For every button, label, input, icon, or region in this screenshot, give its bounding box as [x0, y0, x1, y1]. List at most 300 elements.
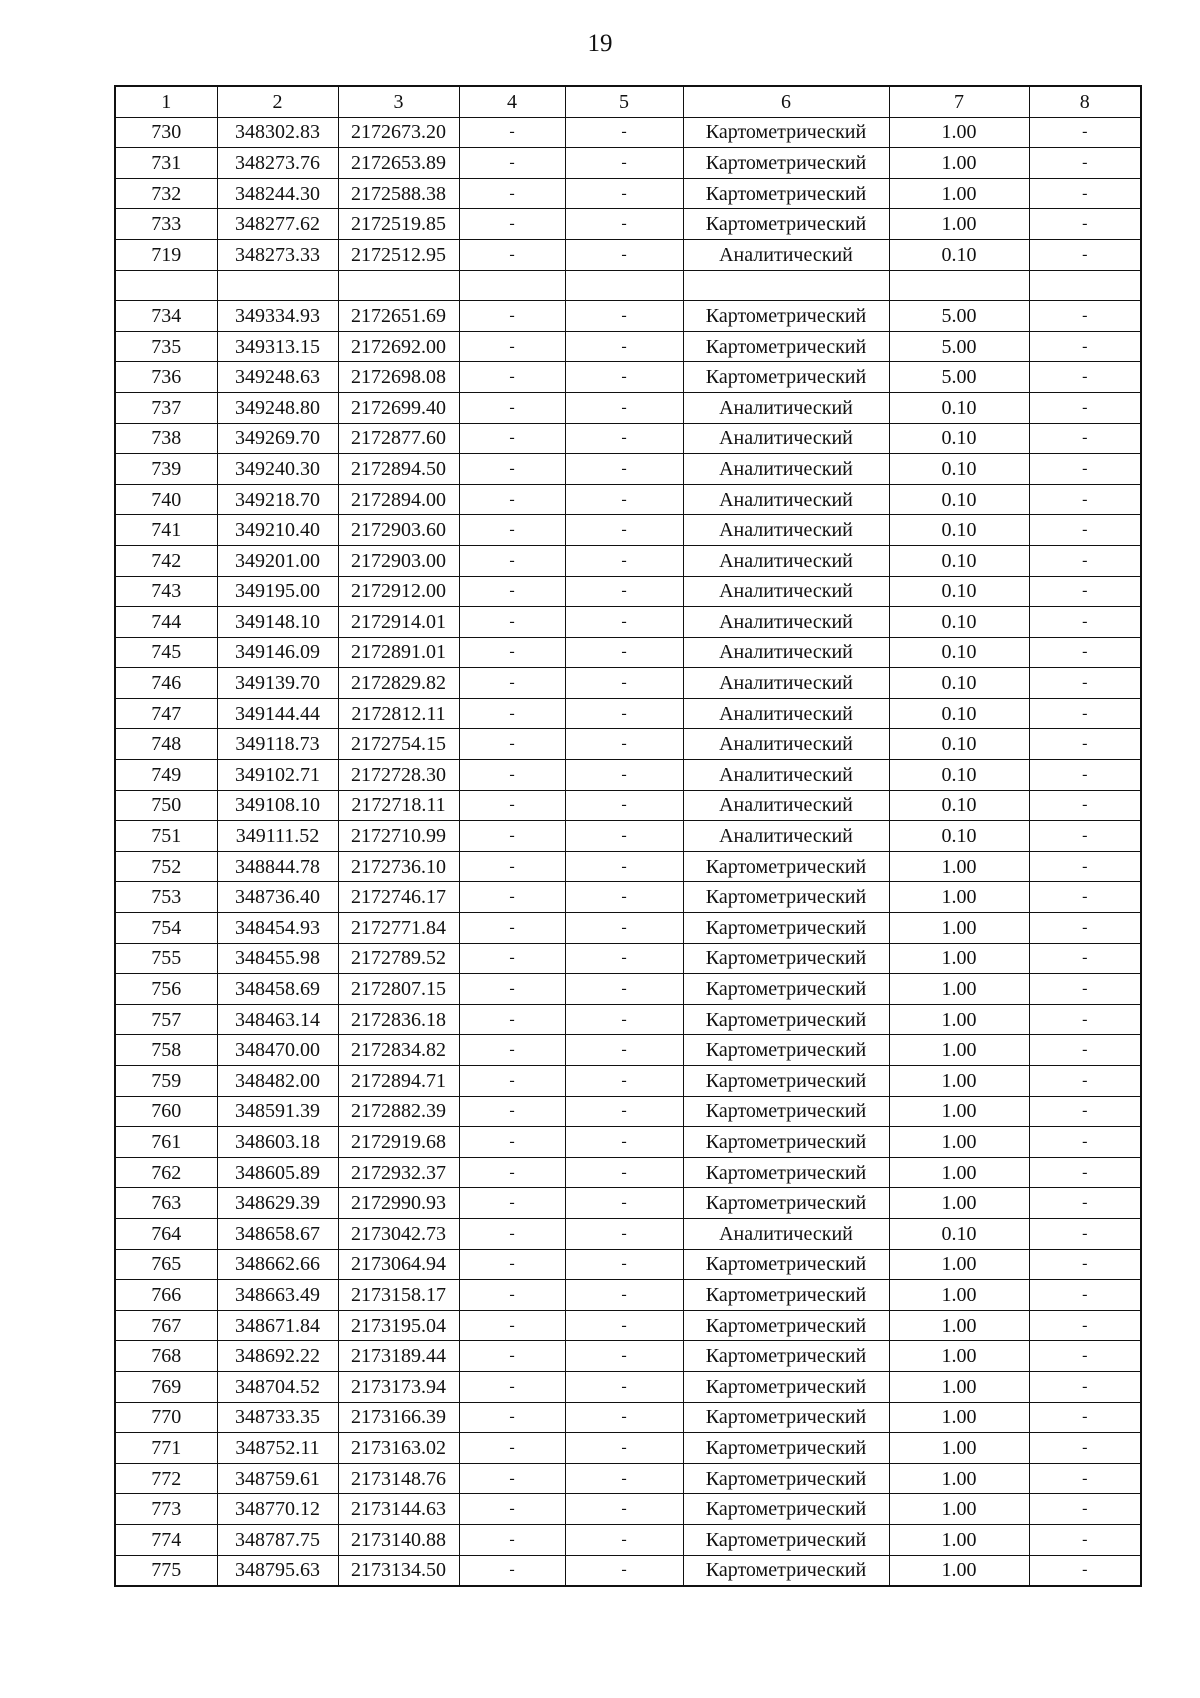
table-row — [115, 270, 1141, 301]
cell-accuracy: 0.10 — [889, 239, 1029, 270]
cell-accuracy: 5.00 — [889, 331, 1029, 362]
cell-col-8: - — [1029, 545, 1141, 576]
cell-method: Аналитический — [683, 484, 889, 515]
cell-col-4: - — [459, 1004, 565, 1035]
cell-method: Аналитический — [683, 545, 889, 576]
cell-accuracy: 1.00 — [889, 117, 1029, 148]
cell-accuracy: 0.10 — [889, 637, 1029, 668]
cell-method — [683, 270, 889, 301]
cell-method: Картометрический — [683, 1310, 889, 1341]
cell-col-8: - — [1029, 729, 1141, 760]
cell-coord-x: 349248.63 — [217, 362, 338, 393]
cell-col-8: - — [1029, 821, 1141, 852]
table-row — [115, 331, 1141, 362]
cell-accuracy: 1.00 — [889, 913, 1029, 944]
cell-col-4: - — [459, 545, 565, 576]
table-row — [115, 484, 1141, 515]
cell-col-8: - — [1029, 913, 1141, 944]
cell-coord-x: 348770.12 — [217, 1494, 338, 1525]
table-row — [115, 790, 1141, 821]
cell-coord-x: 348733.35 — [217, 1402, 338, 1433]
header-row — [115, 86, 1141, 117]
cell-col-5: - — [565, 1249, 683, 1280]
cell-coord-y: 2172746.17 — [338, 882, 459, 913]
cell-col-5: - — [565, 1402, 683, 1433]
cell-col-4: - — [459, 1402, 565, 1433]
cell-col-5: - — [565, 1218, 683, 1249]
cell-accuracy: 0.10 — [889, 790, 1029, 821]
cell-col-4: - — [459, 668, 565, 699]
cell-coord-x: 348458.69 — [217, 974, 338, 1005]
cell-coord-y: 2172894.00 — [338, 484, 459, 515]
cell-point-number: 753 — [115, 882, 217, 913]
table-row — [115, 1310, 1141, 1341]
cell-col-5: - — [565, 913, 683, 944]
cell-coord-y: 2172894.50 — [338, 454, 459, 485]
cell-coord-y: 2172771.84 — [338, 913, 459, 944]
cell-coord-x: 349118.73 — [217, 729, 338, 760]
cell-point-number: 741 — [115, 515, 217, 546]
table-row — [115, 974, 1141, 1005]
cell-coord-y: 2172829.82 — [338, 668, 459, 699]
cell-method: Аналитический — [683, 729, 889, 760]
table-row — [115, 423, 1141, 454]
cell-col-4: - — [459, 1433, 565, 1464]
cell-coord-x: 348671.84 — [217, 1310, 338, 1341]
cell-point-number: 749 — [115, 760, 217, 791]
cell-col-4: - — [459, 576, 565, 607]
cell-accuracy: 1.00 — [889, 1524, 1029, 1555]
cell-col-8: - — [1029, 1035, 1141, 1066]
table-row — [115, 1524, 1141, 1555]
cell-point-number: 750 — [115, 790, 217, 821]
cell-accuracy: 1.00 — [889, 1433, 1029, 1464]
table-row — [115, 1371, 1141, 1402]
cell-accuracy: 1.00 — [889, 178, 1029, 209]
cell-point-number: 774 — [115, 1524, 217, 1555]
cell-point-number: 756 — [115, 974, 217, 1005]
header-cell: 4 — [459, 86, 565, 117]
cell-coord-y: 2172519.85 — [338, 209, 459, 240]
cell-col-5: - — [565, 943, 683, 974]
cell-col-8: - — [1029, 1188, 1141, 1219]
cell-col-8: - — [1029, 576, 1141, 607]
cell-coord-x: 348302.83 — [217, 117, 338, 148]
table-row — [115, 1494, 1141, 1525]
cell-col-4: - — [459, 1096, 565, 1127]
cell-coord-y: 2173158.17 — [338, 1280, 459, 1311]
table-row — [115, 1004, 1141, 1035]
cell-method: Аналитический — [683, 1218, 889, 1249]
table-row — [115, 698, 1141, 729]
cell-coord-x: 348704.52 — [217, 1371, 338, 1402]
cell-method: Картометрический — [683, 1157, 889, 1188]
cell-point-number: 732 — [115, 178, 217, 209]
cell-col-5: - — [565, 1096, 683, 1127]
cell-col-8: - — [1029, 454, 1141, 485]
cell-method: Картометрический — [683, 117, 889, 148]
cell-col-8: - — [1029, 1066, 1141, 1097]
cell-point-number: 775 — [115, 1555, 217, 1586]
cell-col-8: - — [1029, 423, 1141, 454]
cell-coord-y: 2172912.00 — [338, 576, 459, 607]
cell-point-number: 762 — [115, 1157, 217, 1188]
cell-point-number: 758 — [115, 1035, 217, 1066]
cell-col-8: - — [1029, 607, 1141, 638]
cell-coord-y: 2172932.37 — [338, 1157, 459, 1188]
cell-col-8: - — [1029, 392, 1141, 423]
cell-col-5: - — [565, 1371, 683, 1402]
table-row — [115, 943, 1141, 974]
cell-col-8 — [1029, 270, 1141, 301]
table-row — [115, 668, 1141, 699]
cell-col-4: - — [459, 882, 565, 913]
cell-point-number: 743 — [115, 576, 217, 607]
cell-col-4: - — [459, 331, 565, 362]
cell-method: Картометрический — [683, 1004, 889, 1035]
cell-col-8: - — [1029, 1127, 1141, 1158]
cell-col-8: - — [1029, 117, 1141, 148]
table-row — [115, 178, 1141, 209]
cell-col-4: - — [459, 148, 565, 179]
cell-coord-x: 349240.30 — [217, 454, 338, 485]
cell-coord-y: 2172789.52 — [338, 943, 459, 974]
cell-col-5: - — [565, 882, 683, 913]
cell-col-8: - — [1029, 943, 1141, 974]
cell-coord-y: 2172990.93 — [338, 1188, 459, 1219]
table-row — [115, 301, 1141, 332]
cell-col-8: - — [1029, 1433, 1141, 1464]
cell-point-number: 735 — [115, 331, 217, 362]
cell-col-8: - — [1029, 1280, 1141, 1311]
page-number: 19 — [587, 30, 613, 57]
cell-col-4: - — [459, 454, 565, 485]
cell-coord-x: 348663.49 — [217, 1280, 338, 1311]
cell-coord-x: 348244.30 — [217, 178, 338, 209]
cell-method: Аналитический — [683, 515, 889, 546]
cell-coord-y: 2172698.08 — [338, 362, 459, 393]
cell-col-5: - — [565, 607, 683, 638]
cell-col-5: - — [565, 1524, 683, 1555]
cell-coord-x: 349334.93 — [217, 301, 338, 332]
table-row — [115, 637, 1141, 668]
cell-col-8: - — [1029, 1310, 1141, 1341]
cell-method: Аналитический — [683, 760, 889, 791]
cell-col-4: - — [459, 760, 565, 791]
cell-point-number: 748 — [115, 729, 217, 760]
cell-col-4: - — [459, 423, 565, 454]
cell-col-5: - — [565, 637, 683, 668]
cell-accuracy: 1.00 — [889, 1249, 1029, 1280]
cell-method: Аналитический — [683, 698, 889, 729]
cell-col-4: - — [459, 607, 565, 638]
cell-coord-y: 2172891.01 — [338, 637, 459, 668]
cell-point-number: 768 — [115, 1341, 217, 1372]
cell-coord-y: 2173173.94 — [338, 1371, 459, 1402]
cell-col-4: - — [459, 1066, 565, 1097]
cell-col-8: - — [1029, 1004, 1141, 1035]
cell-coord-x: 348736.40 — [217, 882, 338, 913]
cell-col-4: - — [459, 698, 565, 729]
cell-col-5: - — [565, 790, 683, 821]
cell-col-4: - — [459, 1188, 565, 1219]
cell-method: Аналитический — [683, 668, 889, 699]
cell-point-number: 770 — [115, 1402, 217, 1433]
cell-accuracy: 1.00 — [889, 974, 1029, 1005]
cell-coord-x: 348277.62 — [217, 209, 338, 240]
cell-col-4: - — [459, 1249, 565, 1280]
cell-coord-x: 348658.67 — [217, 1218, 338, 1249]
cell-col-4: - — [459, 362, 565, 393]
cell-point-number: 755 — [115, 943, 217, 974]
cell-accuracy: 1.00 — [889, 1555, 1029, 1586]
header-cell: 8 — [1029, 86, 1141, 117]
cell-coord-x: 349102.71 — [217, 760, 338, 791]
table-row — [115, 1463, 1141, 1494]
cell-col-8: - — [1029, 760, 1141, 791]
cell-point-number: 764 — [115, 1218, 217, 1249]
table-row — [115, 1280, 1141, 1311]
table-row — [115, 148, 1141, 179]
cell-col-5: - — [565, 239, 683, 270]
cell-col-8: - — [1029, 515, 1141, 546]
table-row — [115, 1188, 1141, 1219]
cell-col-4: - — [459, 1463, 565, 1494]
cell-col-8: - — [1029, 1463, 1141, 1494]
cell-coord-y: 2172919.68 — [338, 1127, 459, 1158]
cell-col-8: - — [1029, 239, 1141, 270]
cell-coord-y: 2173064.94 — [338, 1249, 459, 1280]
cell-coord-x: 349201.00 — [217, 545, 338, 576]
cell-point-number: 719 — [115, 239, 217, 270]
cell-coord-x: 348629.39 — [217, 1188, 338, 1219]
cell-method: Картометрический — [683, 1463, 889, 1494]
cell-col-8: - — [1029, 1494, 1141, 1525]
cell-accuracy: 0.10 — [889, 576, 1029, 607]
cell-col-4: - — [459, 301, 565, 332]
cell-coord-x: 348795.63 — [217, 1555, 338, 1586]
cell-point-number: 734 — [115, 301, 217, 332]
cell-point-number: 767 — [115, 1310, 217, 1341]
table-row — [115, 1127, 1141, 1158]
cell-coord-y: 2172754.15 — [338, 729, 459, 760]
cell-method: Картометрический — [683, 1494, 889, 1525]
table-row — [115, 362, 1141, 393]
cell-coord-x: 349108.10 — [217, 790, 338, 821]
cell-coord-x: 348482.00 — [217, 1066, 338, 1097]
cell-coord-x: 348273.33 — [217, 239, 338, 270]
table-header — [115, 86, 1141, 117]
cell-accuracy: 1.00 — [889, 1096, 1029, 1127]
cell-col-5: - — [565, 1341, 683, 1372]
cell-method: Аналитический — [683, 392, 889, 423]
cell-col-4: - — [459, 1310, 565, 1341]
cell-method: Картометрический — [683, 301, 889, 332]
header-cell: 5 — [565, 86, 683, 117]
cell-coord-x: 349111.52 — [217, 821, 338, 852]
table-body — [115, 117, 1141, 1586]
header-cell: 3 — [338, 86, 459, 117]
cell-coord-y: 2172807.15 — [338, 974, 459, 1005]
cell-col-5: - — [565, 974, 683, 1005]
cell-coord-y: 2172651.69 — [338, 301, 459, 332]
cell-coord-x: 348662.66 — [217, 1249, 338, 1280]
cell-coord-x: 348273.76 — [217, 148, 338, 179]
cell-method: Картометрический — [683, 913, 889, 944]
cell-col-5: - — [565, 301, 683, 332]
cell-col-8: - — [1029, 668, 1141, 699]
cell-coord-x: 348759.61 — [217, 1463, 338, 1494]
cell-col-8: - — [1029, 178, 1141, 209]
cell-col-4: - — [459, 943, 565, 974]
cell-point-number: 752 — [115, 851, 217, 882]
cell-col-5: - — [565, 1157, 683, 1188]
cell-coord-y: 2173195.04 — [338, 1310, 459, 1341]
table-row — [115, 1066, 1141, 1097]
cell-col-5: - — [565, 515, 683, 546]
cell-point-number: 730 — [115, 117, 217, 148]
cell-method: Картометрический — [683, 1066, 889, 1097]
cell-method: Картометрический — [683, 1341, 889, 1372]
cell-coord-y: 2172512.95 — [338, 239, 459, 270]
cell-coord-x: 349148.10 — [217, 607, 338, 638]
cell-accuracy: 0.10 — [889, 515, 1029, 546]
cell-accuracy: 5.00 — [889, 301, 1029, 332]
cell-coord-x: 349210.40 — [217, 515, 338, 546]
cell-coord-y: 2172914.01 — [338, 607, 459, 638]
cell-coord-y: 2173163.02 — [338, 1433, 459, 1464]
table-row — [115, 545, 1141, 576]
cell-col-5 — [565, 270, 683, 301]
header-cell: 6 — [683, 86, 889, 117]
cell-col-5: - — [565, 1004, 683, 1035]
cell-col-8: - — [1029, 484, 1141, 515]
cell-point-number: 736 — [115, 362, 217, 393]
cell-col-8: - — [1029, 1402, 1141, 1433]
cell-method: Картометрический — [683, 1096, 889, 1127]
cell-accuracy: 0.10 — [889, 423, 1029, 454]
cell-col-8: - — [1029, 637, 1141, 668]
cell-coord-x: 349146.09 — [217, 637, 338, 668]
cell-col-5: - — [565, 729, 683, 760]
cell-point-number: 733 — [115, 209, 217, 240]
cell-col-5: - — [565, 1555, 683, 1586]
cell-point-number: 766 — [115, 1280, 217, 1311]
cell-coord-x: 349248.80 — [217, 392, 338, 423]
table-row — [115, 729, 1141, 760]
cell-accuracy: 1.00 — [889, 148, 1029, 179]
cell-accuracy: 1.00 — [889, 1280, 1029, 1311]
cell-col-5: - — [565, 1494, 683, 1525]
table-row — [115, 1555, 1141, 1586]
table-row — [115, 1035, 1141, 1066]
cell-accuracy: 0.10 — [889, 1218, 1029, 1249]
cell-col-5: - — [565, 1310, 683, 1341]
cell-coord-x: 349139.70 — [217, 668, 338, 699]
cell-col-8: - — [1029, 1157, 1141, 1188]
cell-col-4: - — [459, 974, 565, 1005]
cell-col-5: - — [565, 1188, 683, 1219]
cell-col-5: - — [565, 1463, 683, 1494]
cell-col-4: - — [459, 821, 565, 852]
cell-col-5: - — [565, 454, 683, 485]
cell-point-number: 763 — [115, 1188, 217, 1219]
table-row — [115, 1341, 1141, 1372]
cell-accuracy: 1.00 — [889, 1004, 1029, 1035]
cell-accuracy: 0.10 — [889, 698, 1029, 729]
cell-col-5: - — [565, 545, 683, 576]
cell-coord-x: 348603.18 — [217, 1127, 338, 1158]
cell-col-4: - — [459, 1127, 565, 1158]
cell-coord-x: 348752.11 — [217, 1433, 338, 1464]
cell-accuracy: 0.10 — [889, 668, 1029, 699]
cell-coord-x: 348692.22 — [217, 1341, 338, 1372]
cell-coord-x: 348605.89 — [217, 1157, 338, 1188]
cell-coord-y: 2172692.00 — [338, 331, 459, 362]
cell-method: Аналитический — [683, 607, 889, 638]
cell-col-5: - — [565, 1433, 683, 1464]
cell-coord-y: 2172882.39 — [338, 1096, 459, 1127]
cell-col-8: - — [1029, 301, 1141, 332]
cell-col-5: - — [565, 851, 683, 882]
table-row — [115, 239, 1141, 270]
cell-point-number: 754 — [115, 913, 217, 944]
cell-method: Картометрический — [683, 1555, 889, 1586]
cell-coord-y: 2172710.99 — [338, 821, 459, 852]
cell-method: Аналитический — [683, 790, 889, 821]
cell-coord-y: 2173134.50 — [338, 1555, 459, 1586]
cell-coord-y: 2172812.11 — [338, 698, 459, 729]
table-row — [115, 913, 1141, 944]
cell-coord-y: 2172653.89 — [338, 148, 459, 179]
cell-accuracy: 1.00 — [889, 1066, 1029, 1097]
cell-col-8: - — [1029, 698, 1141, 729]
cell-accuracy: 1.00 — [889, 1310, 1029, 1341]
cell-col-5: - — [565, 576, 683, 607]
cell-coord-x: 349269.70 — [217, 423, 338, 454]
cell-method: Картометрический — [683, 1188, 889, 1219]
cell-accuracy: 1.00 — [889, 1402, 1029, 1433]
cell-point-number: 760 — [115, 1096, 217, 1127]
cell-coord-x: 349218.70 — [217, 484, 338, 515]
cell-coord-y: 2173140.88 — [338, 1524, 459, 1555]
cell-point-number: 739 — [115, 454, 217, 485]
cell-accuracy — [889, 270, 1029, 301]
cell-accuracy: 0.10 — [889, 545, 1029, 576]
cell-method: Картометрический — [683, 1433, 889, 1464]
cell-col-5: - — [565, 1066, 683, 1097]
table-row — [115, 392, 1141, 423]
cell-point-number: 769 — [115, 1371, 217, 1402]
cell-col-5: - — [565, 331, 683, 362]
cell-coord-y: 2173148.76 — [338, 1463, 459, 1494]
cell-col-5: - — [565, 821, 683, 852]
cell-col-5: - — [565, 1127, 683, 1158]
cell-col-8: - — [1029, 1096, 1141, 1127]
cell-col-8: - — [1029, 209, 1141, 240]
cell-method: Аналитический — [683, 637, 889, 668]
cell-col-4: - — [459, 1157, 565, 1188]
cell-method: Картометрический — [683, 1402, 889, 1433]
cell-coord-x: 348470.00 — [217, 1035, 338, 1066]
cell-accuracy: 0.10 — [889, 729, 1029, 760]
cell-method: Картометрический — [683, 1280, 889, 1311]
cell-method: Картометрический — [683, 1249, 889, 1280]
cell-col-8: - — [1029, 1341, 1141, 1372]
cell-point-number: 771 — [115, 1433, 217, 1464]
cell-col-8: - — [1029, 1524, 1141, 1555]
cell-accuracy: 1.00 — [889, 1494, 1029, 1525]
